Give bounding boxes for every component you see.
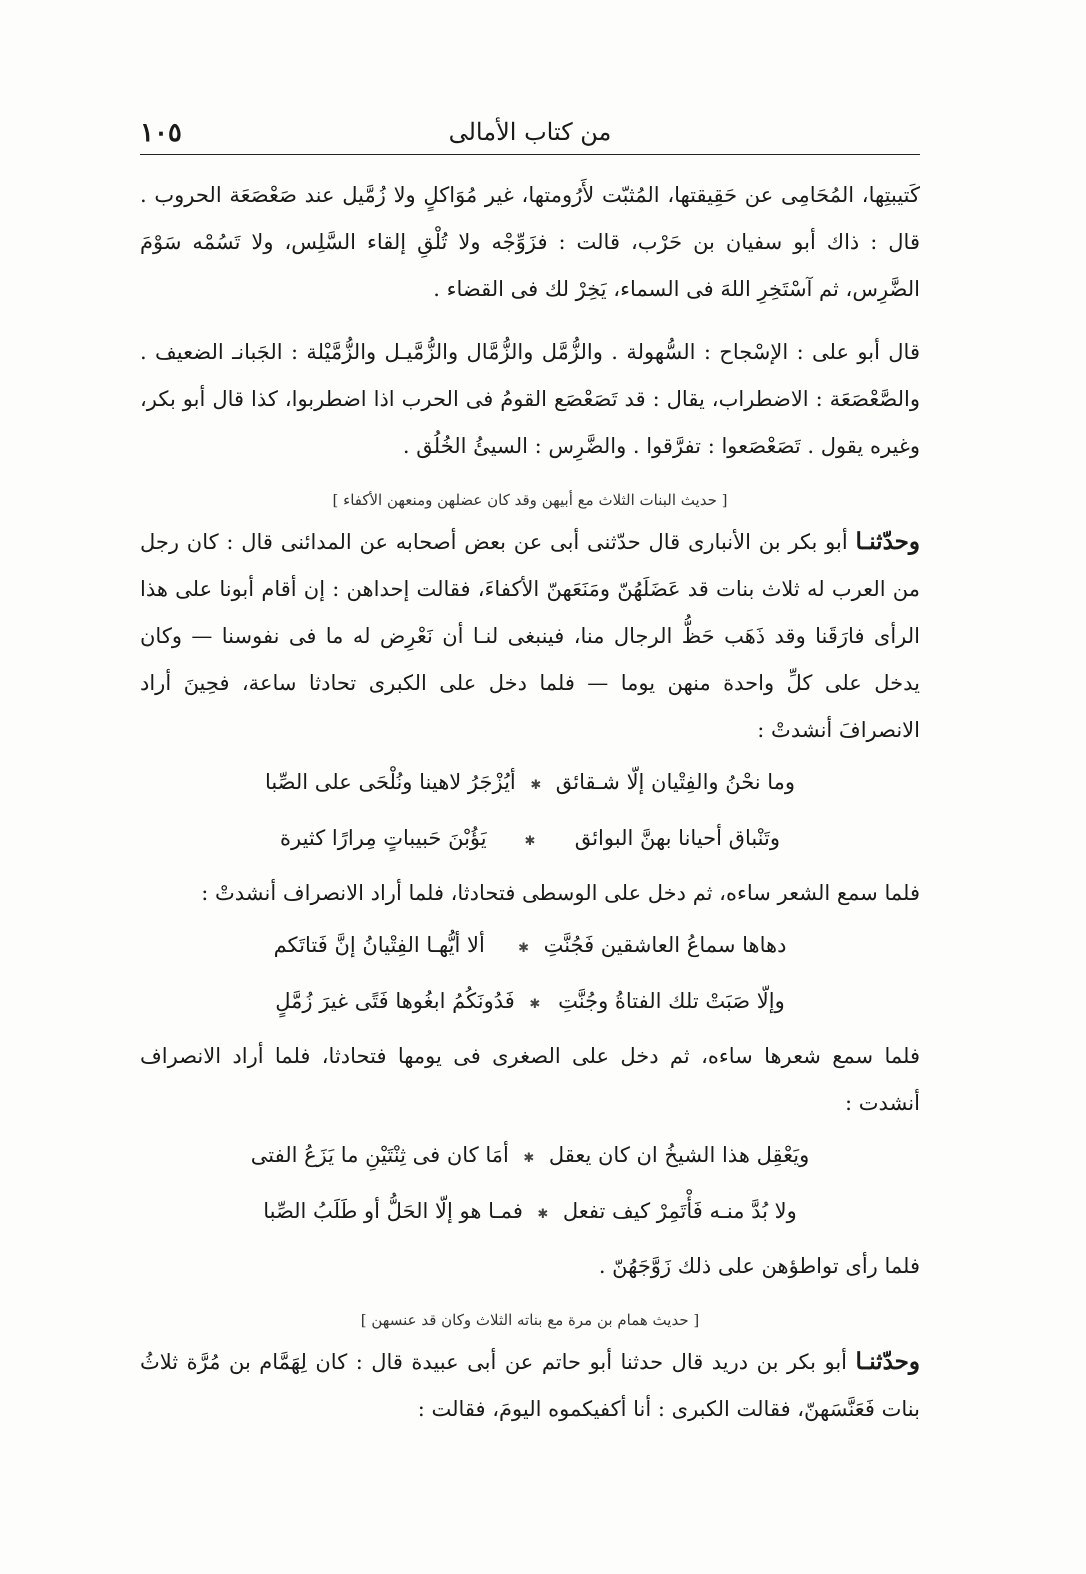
section-title-1: [ حديث البنات الثلاث مع أبيهن وقد كان عضلهن ومنعهن الأكفاء ]	[332, 491, 728, 509]
paragraph-2: قال أبو على : الإسْجاح : السُّهولة . والزُّمَّل والزُّمَّال والزُّمَّيـل والزُّمَّيْلة : الجَبانـ الضعيف . والصَّعْصَعَة : الاضطراب، يقال : قد تَصَعْصَع القومُ فى الحرب اذا اضطربوا، كذا قال أبو بكر، وغيره يقول . تَصَعْصَعوا : تفرَّقوا . والضَّرِس : السيئُ الخُلُق .	[140, 340, 920, 458]
section2-lead: وحدّثنـا	[855, 1348, 920, 1375]
section1-between-1: فلما سمع الشعر ساءه، ثم دخل على الوسطى فتحادثا، فلما أراد الانصراف أنشدتْ :	[201, 881, 920, 905]
section1-intro	[140, 518, 920, 754]
verse-hemistich: وما نحْنُ والفِتْيان إلّا شـقائق	[555, 770, 796, 794]
verse-block-1	[140, 756, 920, 868]
section1-lead: وحدّثنـا	[855, 528, 920, 555]
running-title: من كتاب الأمالى	[448, 118, 612, 146]
verse-line	[140, 1185, 920, 1241]
verse-hemistich: وإلّا صَبَتْ تلك الفتاةُ وجُنَّتِ	[558, 989, 785, 1013]
verse-hemistich: دهاها سماعُ العاشقين فَجُنَّتِ	[543, 933, 787, 957]
verse-hemistich: يَؤُبْنَ حَبيباتٍ مِرارًا كثيرة	[280, 826, 487, 850]
section2-body-text: أبو بكر بن دريد قال حدثنا أبو حاتم عن أبى عبيدة قال : كان لِهَمَّام بن مُرَّة ثلاثُ بنات فَعَنَّسَهنّ، فقالت الكبرى : أنا أكفيكموه اليومَ، فقالت :	[140, 1350, 920, 1421]
star-separator-icon: ✱	[529, 997, 541, 1012]
verse-line	[140, 919, 920, 975]
section2-text	[140, 1338, 920, 1433]
verse-hemistich: أمَا كان فى ثِنْتَيْنِ ما يَزَعُ الفتى	[250, 1143, 509, 1167]
verse-hemistich: ألا أيُّهـا الفِتْيانُ إنَّ فَتاتَكم	[273, 933, 485, 957]
page-header	[140, 110, 920, 155]
verse-hemistich: فَدُونَكُمُ ابغُوها فَتًى غيرَ زُمَّلٍ	[275, 989, 515, 1013]
star-separator-icon: ✱	[524, 834, 536, 849]
paragraph-1: كَتيبتِها، المُحَامِى عن حَقِيقتها، المُثبّت لأَرُومتها، غير مُوَاكلٍ ولا زُمَّيل عند صَعْصَعَة الحروب . قال : ذاك أبو سفيان بن حَرْب، قالت : فزَوِّجْه ولا تُلْقِ إلقاء السَّلِس، ولا تَسُمْه سَوْمَ الضَّرِس، ثم آسْتَخِرِ اللهَ فى السماء، يَخِرْ لك فى القضاء .	[140, 183, 920, 301]
verse-line	[140, 812, 920, 868]
verse-hemistich: وتَنْباق أحيانا بهنَّ البوائق	[574, 826, 780, 850]
star-separator-icon: ✱	[530, 778, 542, 793]
page-number: ١٠٥	[140, 118, 182, 148]
verse-line	[140, 756, 920, 812]
star-separator-icon: ✱	[518, 941, 530, 956]
section1-between-2: فلما سمع شعرها ساءه، ثم دخل على الصغرى فى يومها فتحادثا، فلما أراد الانصراف أنشدت :	[140, 1044, 920, 1115]
verse-line	[140, 1129, 920, 1185]
page-body	[140, 172, 920, 1433]
star-separator-icon: ✱	[523, 1151, 535, 1166]
verse-block-3	[140, 1129, 920, 1241]
verse-hemistich: ويَعْقِل هذا الشيخُ ان كان يعقل	[548, 1143, 810, 1167]
verse-hemistich: أيُزْجَرُ لاهينا ونُلْحَى على الصِّبا	[264, 770, 516, 794]
section1-closing: فلما رأى تواطؤهن على ذلك زَوَّجَهُنّ .	[598, 1254, 920, 1278]
verse-hemistich: ولا بُدَّ منـه فَأْتَمِرْ كيف تفعل	[562, 1199, 797, 1223]
section-title-2: [ حديث همام بن مرة مع بناته الثلاث وكان قد عنسهن ]	[360, 1311, 700, 1329]
section1-intro-text: أبو بكر بن الأنبارى قال حدّثنى أبى عن بعض أصحابه عن المدائنى قال : كان رجل من العرب له ثلاث بنات قد عَضَلَهُنّ ومَنَعَهنّ الأكفاءَ، فقالت إحداهن : إن أقام أبونا على هذا الرأى فارَقَنا وقد ذَهَب حَظُّ الرجال منا، فينبغى لنـا أن نَعْرِض له ما فى نفوسنا — وكان يدخل على كلِّ واحدة منهن يوما — فلما دخل على الكبرى تحادثا ساعة، فحِينَ أراد الانصرافَ أنشدتْ :	[140, 530, 920, 742]
star-separator-icon: ✱	[537, 1207, 549, 1222]
verse-line	[140, 975, 920, 1031]
verse-hemistich: فمـا هو إلّا الحَلُّ أو طَلَبُ الصِّبا	[263, 1199, 523, 1223]
verse-block-2	[140, 919, 920, 1031]
